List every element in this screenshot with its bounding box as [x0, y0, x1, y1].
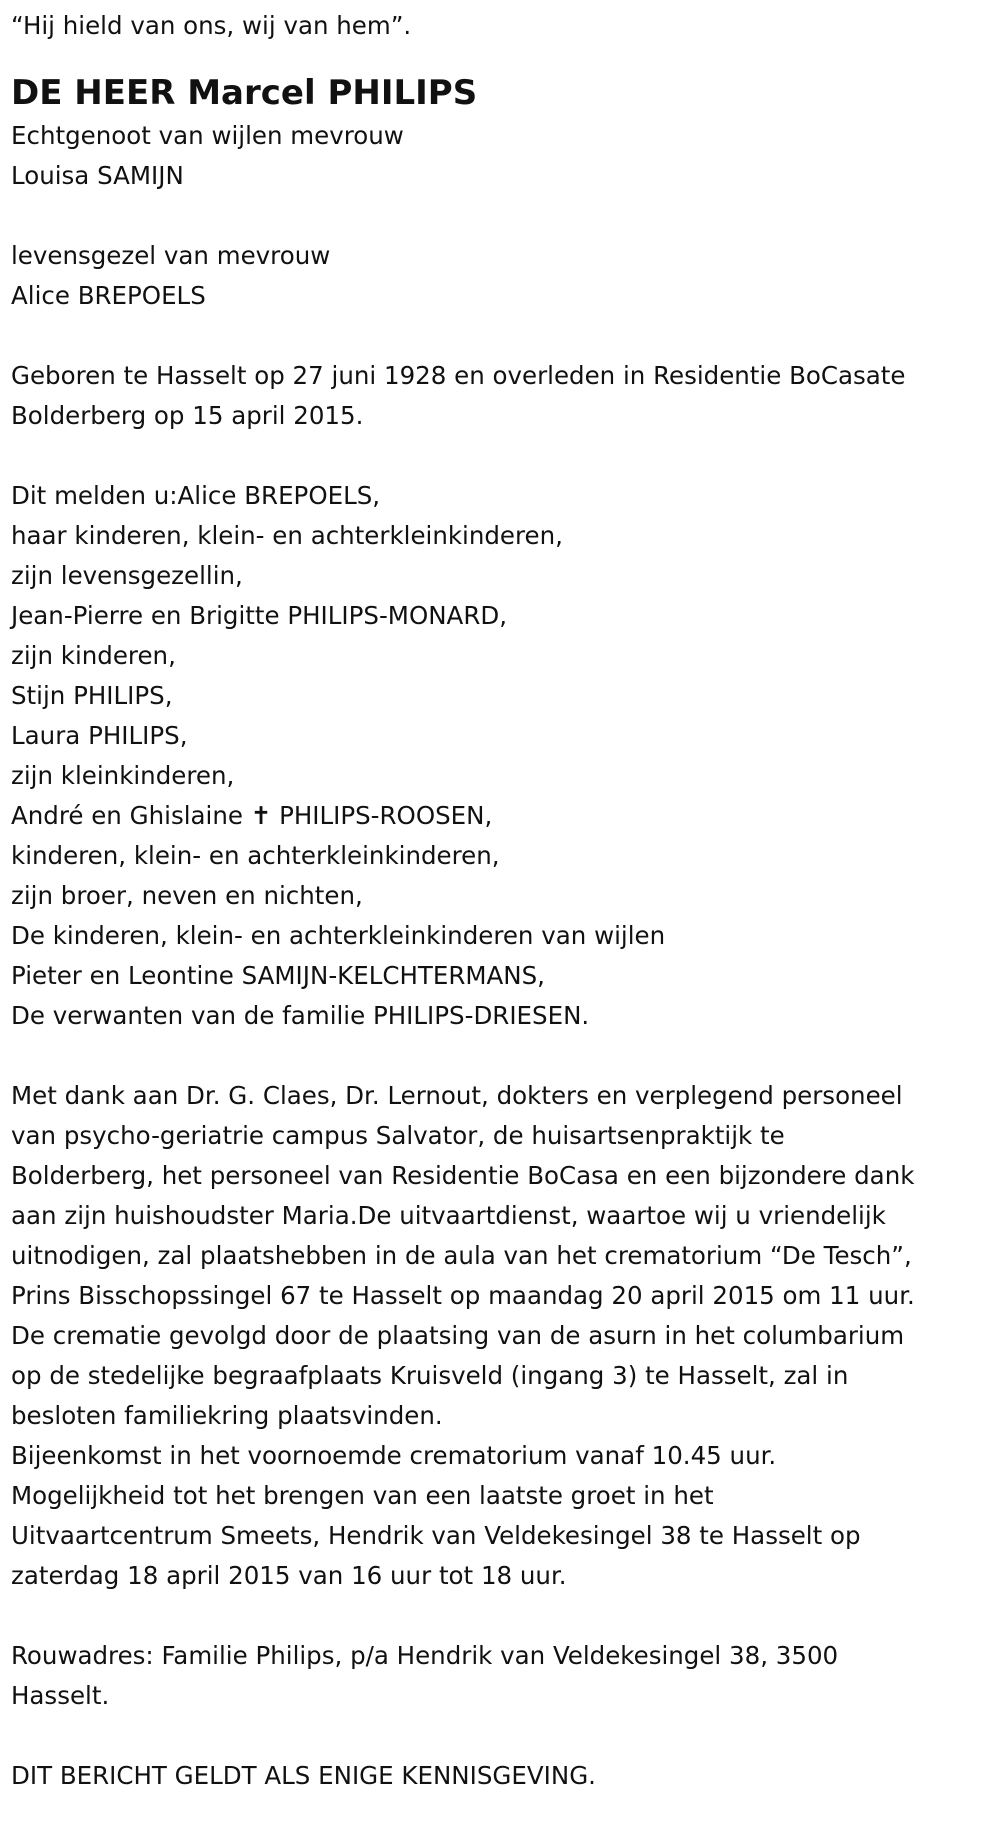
paragraph-gap [11, 1716, 990, 1756]
thanks-line: Met dank aan Dr. G. Claes, Dr. Lernout, dokters en verplegend personeel [11, 1081, 903, 1110]
thanks-line: besloten familiekring plaatsvinden. [11, 1401, 443, 1430]
family-line: Pieter en Leontine SAMIJN-KELCHTERMANS, [11, 961, 545, 990]
deceased-name: DE HEER Marcel PHILIPS [11, 73, 478, 113]
thanks-section [11, 1076, 990, 1596]
address-line: Rouwadres: Familie Philips, p/a Hendrik van Veldekesingel 38, 3500 [11, 1641, 839, 1670]
address-section [11, 1636, 990, 1716]
paragraph-gap [11, 196, 990, 236]
thanks-line: op de stedelijke begraafplaats Kruisveld (ingang 3) te Hasselt, zal in [11, 1361, 849, 1390]
thanks-line: van psycho-geriatrie campus Salvator, de huisartsenpraktijk te [11, 1121, 785, 1150]
thanks-line: zaterdag 18 april 2015 van 16 uur tot 18 uur. [11, 1561, 567, 1590]
family-line: Jean-Pierre en Brigitte PHILIPS-MONARD, [11, 601, 507, 630]
family-line: zijn kinderen, [11, 641, 176, 670]
birth-line: Bolderberg op 15 april 2015. [11, 401, 364, 430]
family-line: Stijn PHILIPS, [11, 681, 173, 710]
cross-icon: ✝ [250, 801, 272, 830]
family-line: Laura PHILIPS, [11, 721, 188, 750]
family-line: zijn broer, neven en nichten, [11, 881, 363, 910]
paragraph-gap [11, 1036, 990, 1076]
partner-line: levensgezel van mevrouw [11, 241, 331, 270]
address-line: Hasselt. [11, 1681, 110, 1710]
paragraph-gap [11, 1596, 990, 1636]
closing-statement: DIT BERICHT GELDT ALS ENIGE KENNISGEVING. [11, 1761, 596, 1790]
thanks-line: Bolderberg, het personeel van Residentie BoCasa en een bijzondere dank [11, 1161, 915, 1190]
family-section [11, 476, 990, 1036]
spouse-section [11, 116, 990, 196]
spouse-line: Louisa SAMIJN [11, 161, 184, 190]
family-line: haar kinderen, klein- en achterkleinkinderen, [11, 521, 563, 550]
family-line: kinderen, klein- en achterkleinkinderen, [11, 841, 500, 870]
thanks-line: aan zijn huishoudster Maria.De uitvaartdienst, waartoe wij u vriendelijk [11, 1201, 886, 1230]
thanks-line: Uitvaartcentrum Smeets, Hendrik van Veldekesingel 38 te Hasselt op [11, 1521, 861, 1550]
family-line-deceased-sibling [11, 796, 990, 836]
thanks-line: Prins Bisschopssingel 67 te Hasselt op maandag 20 april 2015 om 11 uur. [11, 1281, 915, 1310]
family-line: zijn kleinkinderen, [11, 761, 235, 790]
birth-section [11, 356, 990, 436]
paragraph-gap [11, 316, 990, 356]
birth-line: Geboren te Hasselt op 27 juni 1928 en overleden in Residentie BoCasate [11, 361, 906, 390]
sibling-names: André en Ghislaine [11, 801, 243, 830]
family-line: De kinderen, klein- en achterkleinkinderen van wijlen [11, 921, 666, 950]
thanks-line: uitnodigen, zal plaatshebben in de aula van het crematorium “De Tesch”, [11, 1241, 912, 1270]
family-line: Dit melden u:Alice BREPOELS, [11, 481, 381, 510]
thanks-line: Mogelijkheid tot het brengen van een laatste groet in het [11, 1481, 714, 1510]
partner-section [11, 236, 990, 316]
thanks-line: De crematie gevolgd door de plaatsing van de asurn in het columbarium [11, 1321, 905, 1350]
family-line: zijn levensgezellin, [11, 561, 243, 590]
family-line: De verwanten van de familie PHILIPS-DRIESEN. [11, 1001, 590, 1030]
thanks-line: Bijeenkomst in het voornoemde crematorium vanaf 10.45 uur. [11, 1441, 777, 1470]
sibling-surname: PHILIPS-ROOSEN, [279, 801, 493, 830]
opening-quote: “Hij hield van ons, wij van hem”. [11, 11, 412, 40]
partner-line: Alice BREPOELS [11, 281, 206, 310]
spouse-line: Echtgenoot van wijlen mevrouw [11, 121, 404, 150]
paragraph-gap [11, 436, 990, 476]
